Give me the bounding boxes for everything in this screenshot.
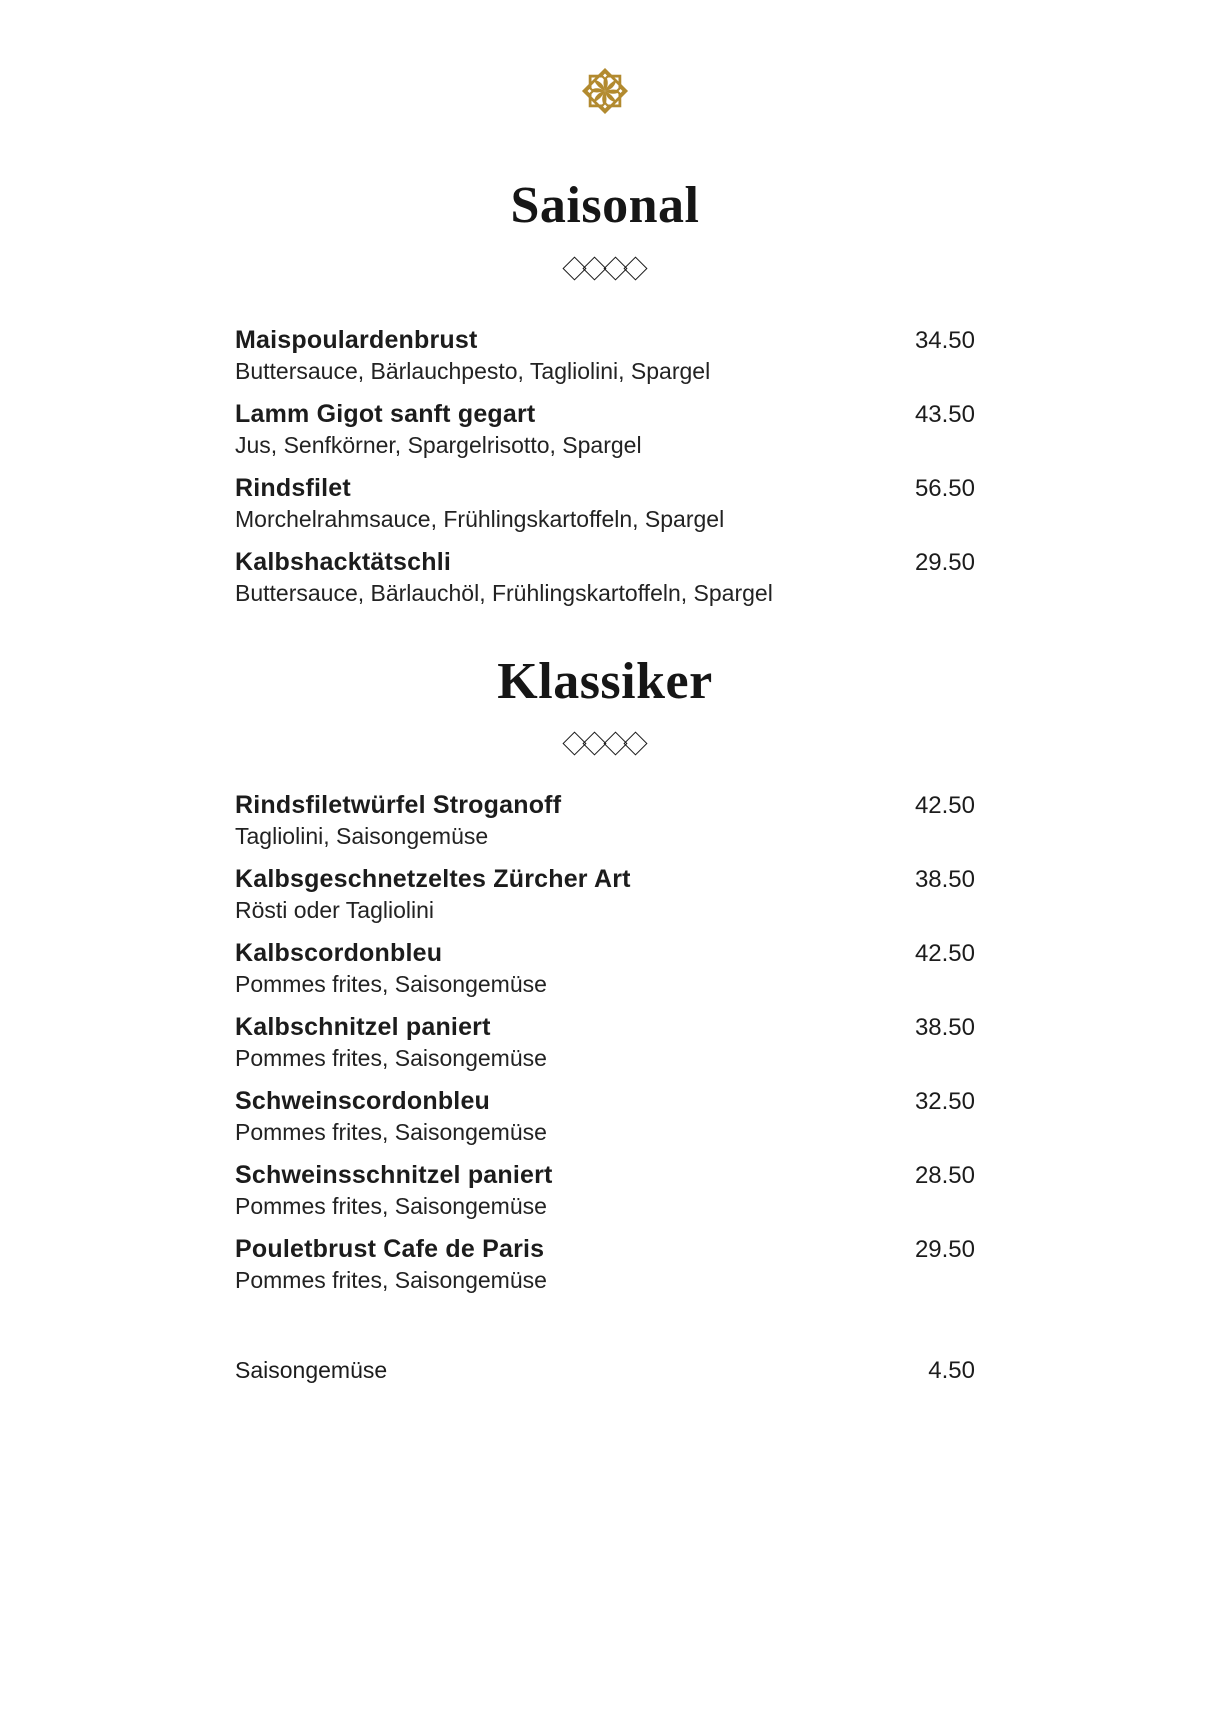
dish-name: Rindsfiletwürfel Stroganoff bbox=[235, 791, 562, 820]
menu-item bbox=[235, 938, 975, 998]
menu-item bbox=[235, 1086, 975, 1146]
dish-price: 43.50 bbox=[914, 400, 975, 428]
dish-description: Rösti oder Tagliolini bbox=[235, 897, 435, 924]
dish-name: Kalbscordonbleu bbox=[235, 939, 443, 968]
dish-description: Pommes frites, Saisongemüse bbox=[235, 1267, 547, 1294]
dish-description: Buttersauce, Bärlauchöl, Frühlingskartoffeln, Spargel bbox=[235, 579, 773, 606]
menu-column bbox=[235, 0, 975, 1385]
menu-item bbox=[235, 399, 975, 459]
menu-item bbox=[235, 1012, 975, 1072]
diamond-divider bbox=[235, 260, 975, 277]
dish-name: Schweinsschnitzel paniert bbox=[235, 1161, 553, 1190]
menu-item bbox=[235, 1160, 975, 1220]
dish-name: Maispoulardenbrust bbox=[235, 325, 478, 354]
dish-price: 56.50 bbox=[914, 474, 975, 502]
diamond-divider bbox=[235, 735, 975, 752]
dish-description: Jus, Senfkörner, Spargelrisotto, Spargel bbox=[235, 431, 642, 458]
dish-description: Pommes frites, Saisongemüse bbox=[235, 1193, 547, 1220]
dish-price: 42.50 bbox=[914, 940, 975, 968]
section-title-klassiker: Klassiker bbox=[497, 652, 713, 710]
menu-item bbox=[235, 864, 975, 924]
dish-price: 29.50 bbox=[914, 1236, 975, 1264]
dish-price: 28.50 bbox=[914, 1162, 975, 1190]
menu-item bbox=[235, 473, 975, 533]
dish-price: 32.50 bbox=[914, 1088, 975, 1116]
menu-item bbox=[235, 325, 975, 385]
dish-description: Tagliolini, Saisongemüse bbox=[235, 823, 489, 850]
dish-description: Pommes frites, Saisongemüse bbox=[235, 1119, 547, 1146]
dish-name: Kalbschnitzel paniert bbox=[235, 1013, 491, 1042]
dish-price: 34.50 bbox=[914, 326, 975, 354]
dish-name: Kalbshacktätschli bbox=[235, 547, 451, 576]
dish-price: 38.50 bbox=[914, 866, 975, 894]
dish-name: Kalbsgeschnetzeltes Zürcher Art bbox=[235, 865, 631, 894]
section-items-saisonal bbox=[235, 325, 975, 607]
section-title-saisonal: Saisonal bbox=[510, 177, 700, 234]
logo-wrap bbox=[235, 0, 975, 127]
menu-item bbox=[235, 790, 975, 850]
dish-name: Rindsfilet bbox=[235, 473, 351, 502]
dish-price: 38.50 bbox=[914, 1014, 975, 1042]
section-items-klassiker bbox=[235, 790, 975, 1294]
menu-item bbox=[235, 547, 975, 607]
dish-price: 29.50 bbox=[914, 548, 975, 576]
dish-name: Lamm Gigot sanft gegart bbox=[235, 399, 536, 428]
side-item-price: 4.50 bbox=[928, 1357, 975, 1385]
dish-name: Pouletbrust Cafe de Paris bbox=[235, 1235, 545, 1264]
side-item-row bbox=[235, 1356, 975, 1385]
dish-price: 42.50 bbox=[914, 792, 975, 820]
menu-item bbox=[235, 1234, 975, 1294]
dish-name: Schweinscordonbleu bbox=[235, 1087, 491, 1116]
dish-description: Morchelrahmsauce, Frühlingskartoffeln, Spargel bbox=[235, 505, 725, 532]
ornament-star-logo bbox=[574, 60, 636, 122]
dish-description: Buttersauce, Bärlauchpesto, Tagliolini, Spargel bbox=[235, 357, 711, 384]
diamond-ornament bbox=[623, 256, 647, 280]
side-item-name: Saisongemüse bbox=[235, 1357, 388, 1384]
dish-description: Pommes frites, Saisongemüse bbox=[235, 971, 547, 998]
diamond-ornament bbox=[623, 732, 647, 756]
dish-description: Pommes frites, Saisongemüse bbox=[235, 1045, 547, 1072]
